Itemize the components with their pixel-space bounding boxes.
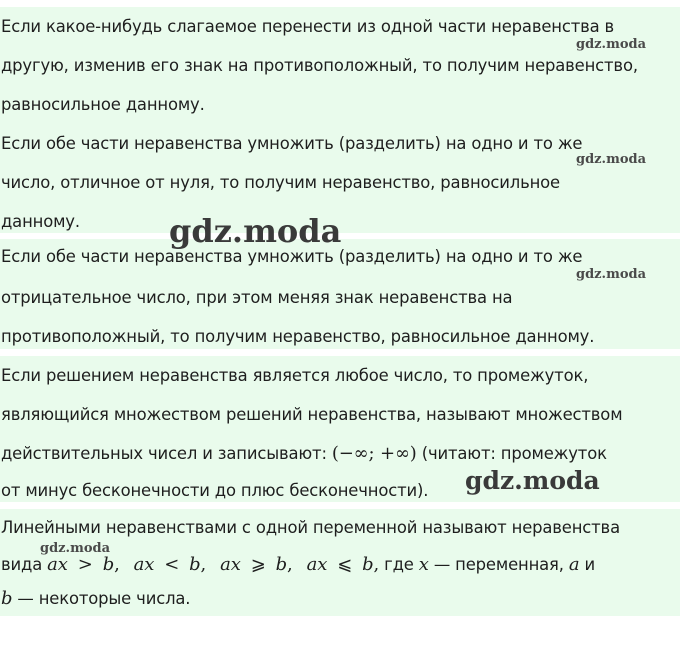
text-segment: и [579,555,596,574]
text-segment: (читают: промежуток [416,444,607,463]
rule-block-1 [0,7,680,124]
variable-a: a [568,554,580,575]
text-line: Если какое-нибудь слагаемое перенести из одной части неравенства в [1,17,615,36]
text-segment: вида [1,555,48,574]
text-line: Линейными неравенствами с одной переменной называют неравенства [1,518,620,537]
inequality: ax > b, [47,554,120,575]
watermark-large: gdz.moda [465,466,600,495]
variable-x: x [418,554,429,575]
text-line: другую, изменив его знак на противоположный, то получим неравенство, [1,56,638,75]
inequality: ax < b, [133,554,207,575]
text-line: противоположный, то получим неравенство, равносильное данному. [1,327,595,346]
text-line: данному. [1,212,80,231]
text-line: от минус бесконечности до плюс бесконечности). [1,481,429,500]
rule-block-5 [0,509,680,616]
text-line: Если обе части неравенства умножить (разделить) на одно и то же [1,247,583,266]
watermark: gdz.moda [576,152,647,167]
inequality: ax ⩽ b, [306,554,380,575]
text-line: равносильное данному. [1,95,205,114]
watermark: gdz.moda [576,37,647,52]
watermark: gdz.moda [576,267,647,282]
text-line: отрицательное число, при этом меняя знак неравенства на [1,288,513,307]
rule-block-3 [0,239,680,349]
text-segment: действительных чисел и записывают: [1,444,332,463]
watermark: gdz.moda [40,541,111,556]
text-line: число, отличное от нуля, то получим неравенство, равносильное [1,173,560,192]
interval-notation: (−∞; +∞) [331,443,417,464]
variable-b: b [1,588,13,609]
text-line-variables [1,584,674,616]
text-segment: — переменная, [428,555,569,574]
inequality: ax ⩾ b, [220,554,293,575]
text-line: Если обе части неравенства умножить (разделить) на одно и то же [1,134,583,153]
text-segment: где [379,555,419,574]
watermark-large: gdz.moda [169,212,342,250]
text-line: Если решением неравенства является любое число, то промежуток, [1,366,589,385]
text-segment: — некоторые числа. [12,589,191,608]
text-line: являющийся множеством решений неравенства, называют множеством [1,405,623,424]
